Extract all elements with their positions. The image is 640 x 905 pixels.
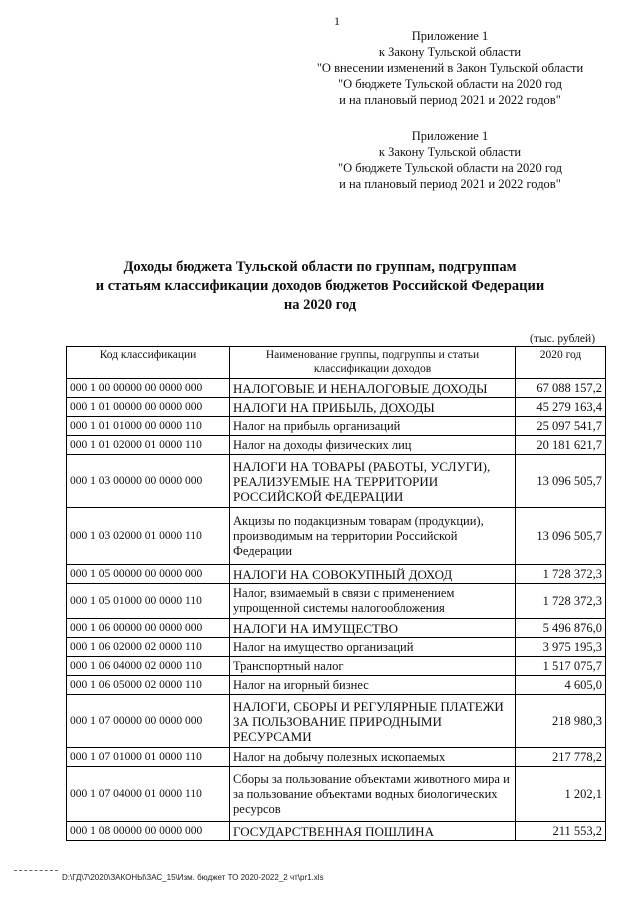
row-amount: 211 553,2	[516, 822, 606, 841]
row-code: 000 1 03 02000 01 0000 110	[67, 508, 230, 565]
row-amount: 1 202,1	[516, 767, 606, 822]
row-name: НАЛОГОВЫЕ И НЕНАЛОГОВЫЕ ДОХОДЫ	[230, 379, 516, 398]
appendix-header-original	[300, 128, 600, 192]
row-name: НАЛОГИ НА СОВОКУПНЫЙ ДОХОД	[230, 565, 516, 584]
row-amount: 218 980,3	[516, 695, 606, 748]
appendix-line: Приложение 1	[411, 129, 489, 143]
appendix-line: к Закону Тульской области	[378, 145, 522, 159]
units-label: (тыс. рублей)	[530, 333, 596, 345]
row-amount: 13 096 505,7	[516, 455, 606, 508]
title-line: на 2020 год	[283, 297, 357, 313]
row-amount: 67 088 157,2	[516, 379, 606, 398]
row-code: 000 1 07 00000 00 0000 000	[67, 695, 230, 748]
table-row	[67, 508, 606, 565]
row-code: 000 1 05 01000 00 0000 110	[67, 584, 230, 619]
row-amount: 1 517 075,7	[516, 657, 606, 676]
page-number: 1	[334, 14, 340, 28]
row-name: Налог на добычу полезных ископаемых	[230, 748, 516, 767]
row-code: 000 1 00 00000 00 0000 000	[67, 379, 230, 398]
footer-divider	[14, 870, 58, 871]
row-code: 000 1 01 01000 00 0000 110	[67, 417, 230, 436]
title-line: и статьям классификации доходов бюджетов Российской Федерации	[95, 278, 545, 294]
row-name: Налог на имущество организаций	[230, 638, 516, 657]
row-name: Транспортный налог	[230, 657, 516, 676]
row-name: Налог на игорный бизнес	[230, 676, 516, 695]
title-line: Доходы бюджета Тульской области по группам, подгруппам	[123, 259, 517, 275]
row-name: Сборы за пользование объектами животного мира и за пользование объектами водных биологических ресурсов	[230, 767, 516, 822]
document-title	[60, 258, 580, 315]
row-code: 000 1 07 04000 01 0000 110	[67, 767, 230, 822]
table-row	[67, 584, 606, 619]
table-row	[67, 822, 606, 841]
footer-file-path: D:\ГД\7\2020\ЗАКОНЫ\ЗАС_15\Изм. бюджет ТО 2020-2022_2 чт\pr1.xls	[62, 873, 324, 882]
appendix-line: "О бюджете Тульской области на 2020 год	[338, 77, 562, 91]
appendix-line: к Закону Тульской области	[378, 45, 522, 59]
row-code: 000 1 06 02000 02 0000 110	[67, 638, 230, 657]
row-code: 000 1 07 01000 01 0000 110	[67, 748, 230, 767]
table-row	[67, 748, 606, 767]
table-row	[67, 657, 606, 676]
row-amount: 1 728 372,3	[516, 565, 606, 584]
row-name: НАЛОГИ, СБОРЫ И РЕГУЛЯРНЫЕ ПЛАТЕЖИ ЗА ПОЛЬЗОВАНИЕ ПРИРОДНЫМИ РЕСУРСАМИ	[230, 695, 516, 748]
table-row	[67, 417, 606, 436]
row-code: 000 1 06 04000 02 0000 110	[67, 657, 230, 676]
header-amount: 2020 год	[516, 347, 606, 379]
row-name: НАЛОГИ НА ТОВАРЫ (РАБОТЫ, УСЛУГИ), РЕАЛИЗУЕМЫЕ НА ТЕРРИТОРИИ РОССИЙСКОЙ ФЕДЕРАЦИИ	[230, 455, 516, 508]
row-amount: 45 279 163,4	[516, 398, 606, 417]
header-name: Наименование группы, подгруппы и статьи классификации доходов	[230, 347, 516, 379]
table-row	[67, 638, 606, 657]
row-name: Налог на прибыль организаций	[230, 417, 516, 436]
table-row	[67, 379, 606, 398]
appendix-line: "О бюджете Тульской области на 2020 год	[338, 161, 562, 175]
table-row	[67, 676, 606, 695]
row-amount: 20 181 621,7	[516, 436, 606, 455]
row-name: НАЛОГИ НА ИМУЩЕСТВО	[230, 619, 516, 638]
revenue-table	[66, 346, 606, 841]
row-name: Налог, взимаемый в связи с применением упрощенной системы налогообложения	[230, 584, 516, 619]
row-code: 000 1 06 00000 00 0000 000	[67, 619, 230, 638]
row-code: 000 1 08 00000 00 0000 000	[67, 822, 230, 841]
table-row	[67, 565, 606, 584]
row-amount: 1 728 372,3	[516, 584, 606, 619]
row-code: 000 1 03 00000 00 0000 000	[67, 455, 230, 508]
table-row	[67, 398, 606, 417]
appendix-line: "О внесении изменений в Закон Тульской области	[316, 61, 584, 75]
row-amount: 4 605,0	[516, 676, 606, 695]
table-row	[67, 455, 606, 508]
row-amount: 25 097 541,7	[516, 417, 606, 436]
row-name: ГОСУДАРСТВЕННАЯ ПОШЛИНА	[230, 822, 516, 841]
appendix-line: и на плановый период 2021 и 2022 годов"	[339, 177, 561, 191]
appendix-header-amendment	[300, 28, 600, 108]
row-amount: 3 975 195,3	[516, 638, 606, 657]
row-code: 000 1 01 00000 00 0000 000	[67, 398, 230, 417]
row-code: 000 1 05 00000 00 0000 000	[67, 565, 230, 584]
table-header-row	[67, 347, 606, 379]
appendix-line: и на плановый период 2021 и 2022 годов"	[339, 93, 561, 107]
row-name: Акцизы по подакцизным товарам (продукции), производимым на территории Российской Федерации	[230, 508, 516, 565]
row-amount: 217 778,2	[516, 748, 606, 767]
table-row	[67, 619, 606, 638]
row-code: 000 1 01 02000 01 0000 110	[67, 436, 230, 455]
row-name: Налог на доходы физических лиц	[230, 436, 516, 455]
row-name: НАЛОГИ НА ПРИБЫЛЬ, ДОХОДЫ	[230, 398, 516, 417]
row-amount: 13 096 505,7	[516, 508, 606, 565]
table-row	[67, 767, 606, 822]
table-row	[67, 436, 606, 455]
appendix-line: Приложение 1	[411, 29, 489, 43]
row-code: 000 1 06 05000 02 0000 110	[67, 676, 230, 695]
table-row	[67, 695, 606, 748]
row-amount: 5 496 876,0	[516, 619, 606, 638]
header-code: Код классификации	[67, 347, 230, 379]
